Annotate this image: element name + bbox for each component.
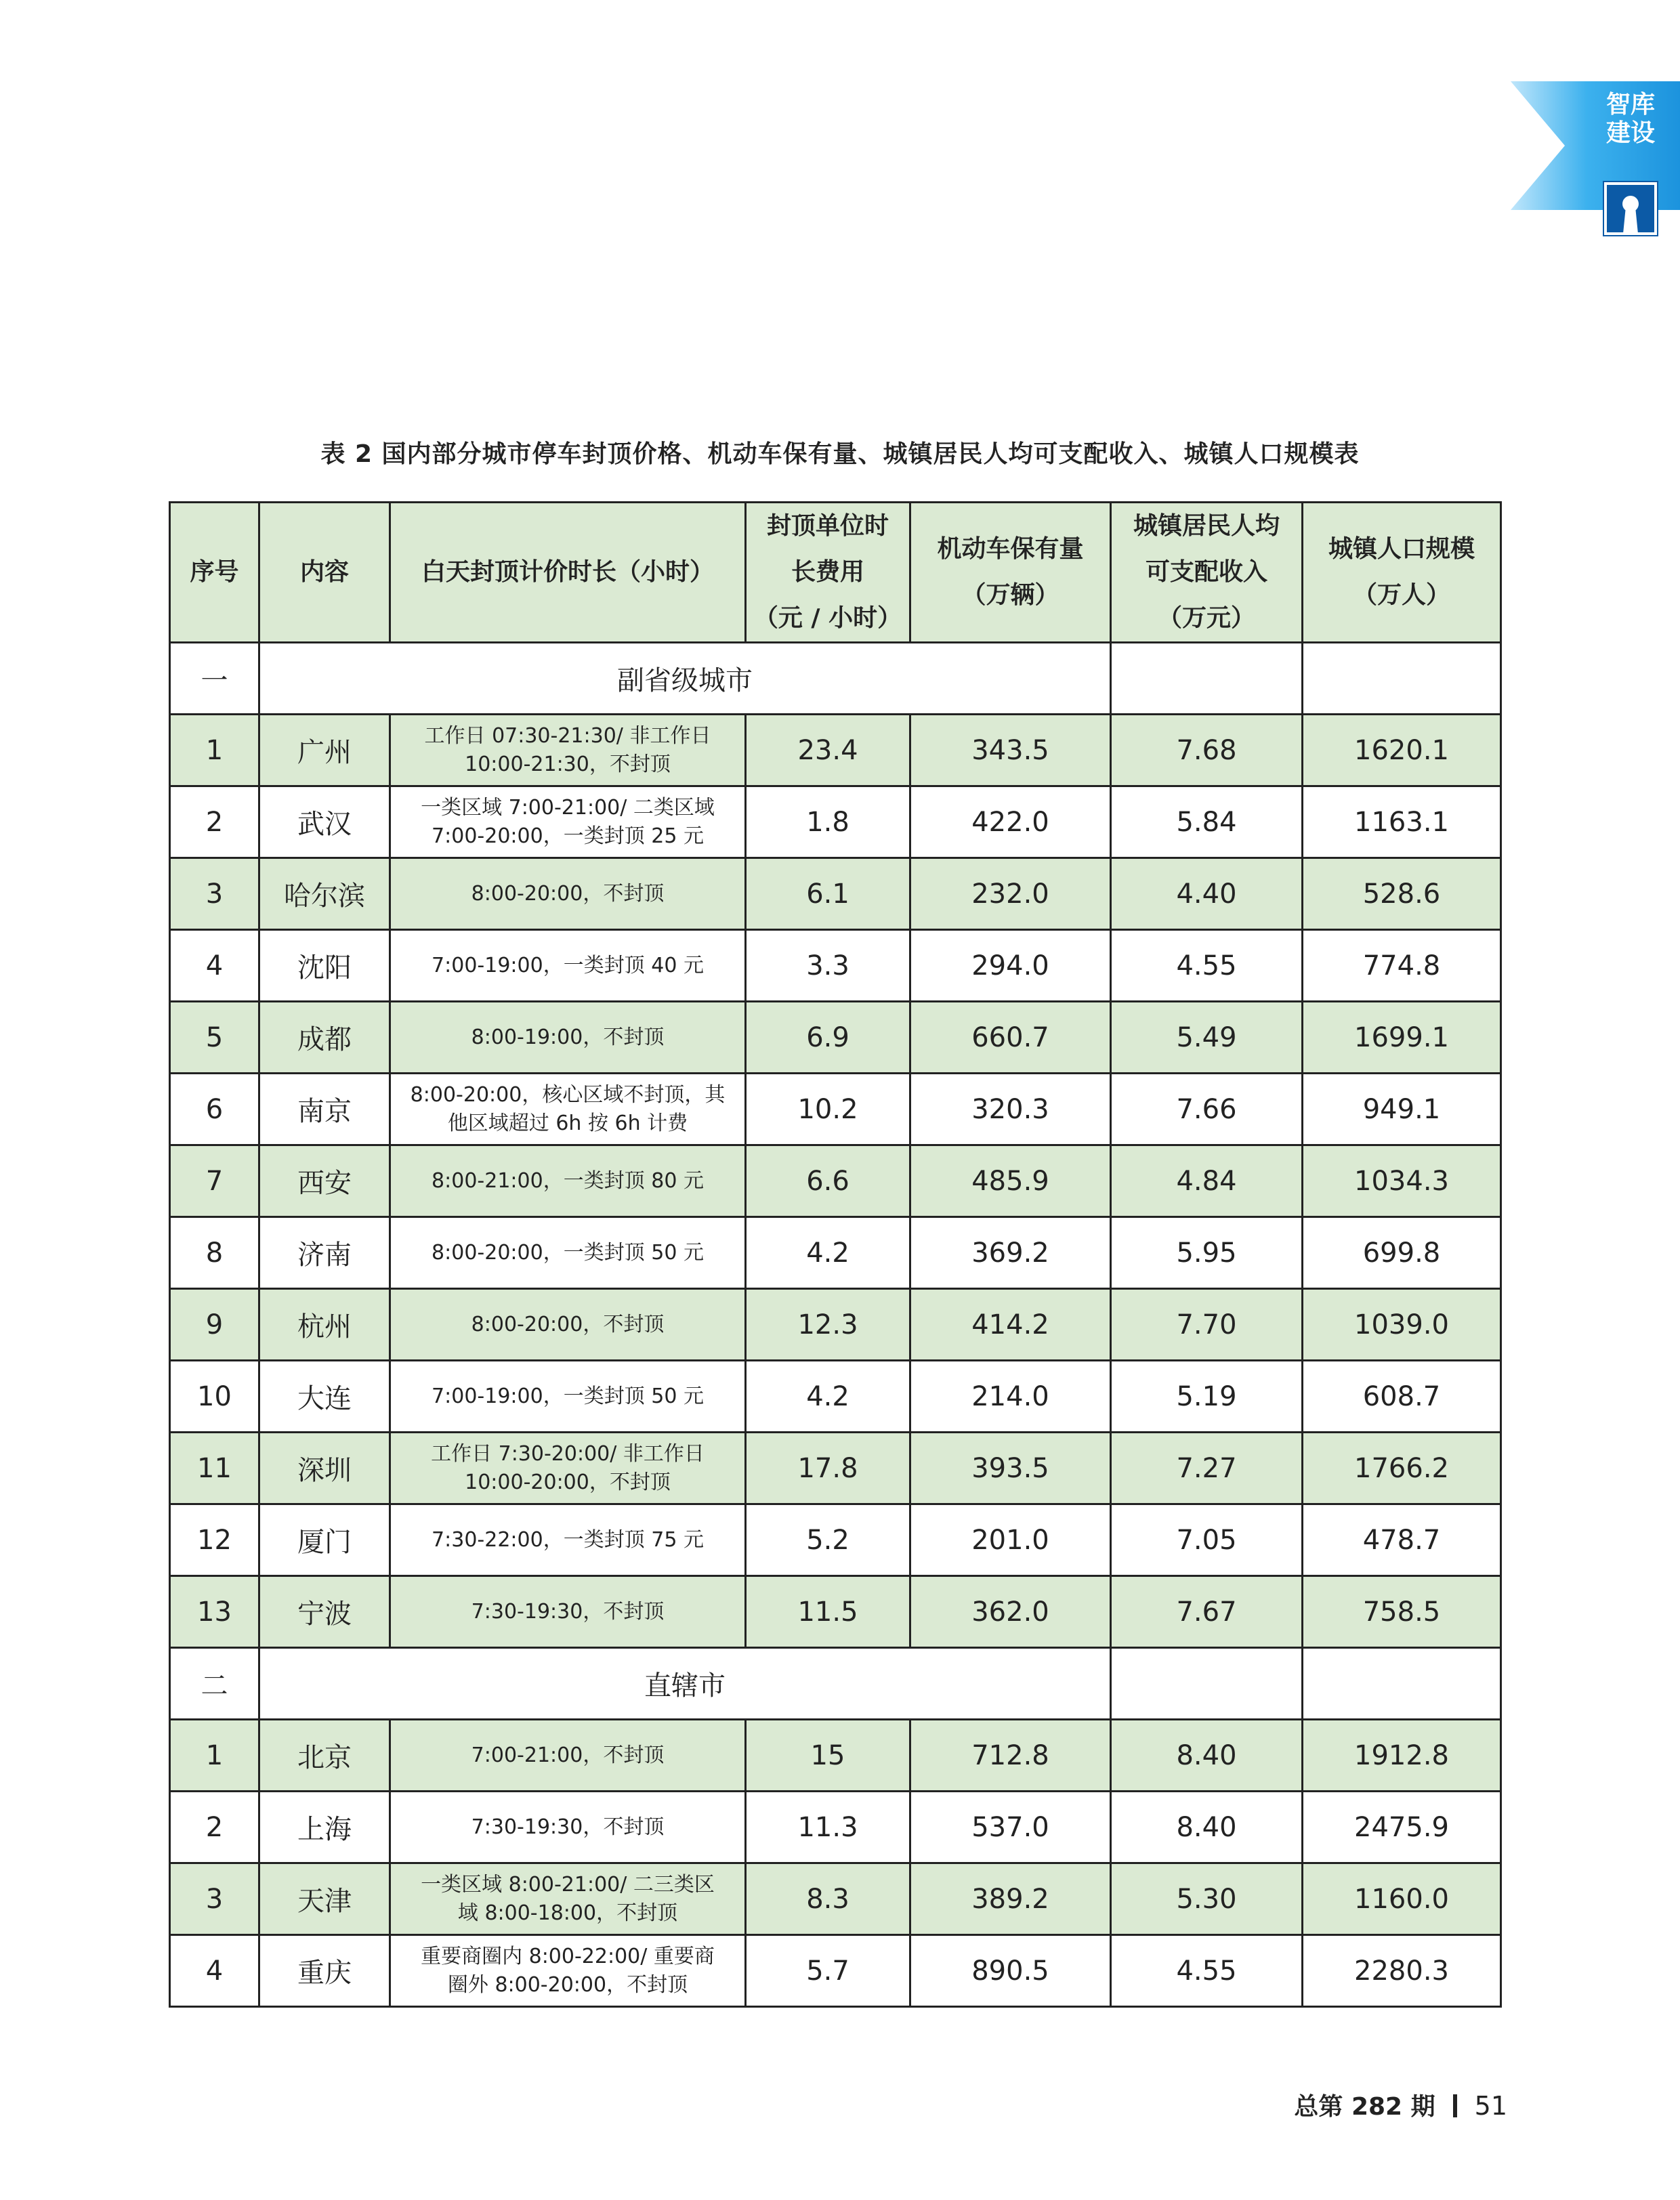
table-row	[170, 1289, 1501, 1361]
cell-rule	[390, 1576, 746, 1648]
badge-line-2: 建设	[1605, 119, 1655, 147]
rule-line: 8:00-20:00，核心区域不封顶，其	[410, 1082, 726, 1107]
table-row	[170, 930, 1501, 1002]
section-title: 直辖市	[259, 1648, 1111, 1720]
cell-vehicles: 389.2	[910, 1863, 1111, 1935]
cell-vehicles: 369.2	[910, 1217, 1111, 1289]
cell-population: 2280.3	[1303, 1935, 1501, 2007]
header-income-line: 城镇居民人均	[1133, 512, 1280, 540]
cell-price: 12.3	[746, 1289, 910, 1361]
rule-line: 一类区域 7:00-21:00/ 二类区域	[421, 795, 715, 820]
table-row	[170, 786, 1501, 858]
cell-seq: 4	[170, 1935, 259, 2007]
cell-population: 1163.1	[1303, 786, 1501, 858]
header-income-line: 可支配收入	[1145, 558, 1267, 586]
cell-rule	[390, 1935, 746, 2007]
cell-rule	[390, 1504, 746, 1576]
cell-rule	[390, 1002, 746, 1074]
rule-line: 8:00-20:00，不封顶	[471, 881, 665, 906]
cell-seq: 10	[170, 1361, 259, 1433]
parking-table	[169, 501, 1502, 2008]
cell-price: 6.6	[746, 1145, 910, 1217]
table-body	[170, 643, 1501, 2007]
cell-city: 哈尔滨	[259, 858, 390, 930]
cell-city: 重庆	[259, 1935, 390, 2007]
keyhole-icon	[1603, 177, 1658, 240]
cell-rule	[390, 715, 746, 786]
cell-price: 11.3	[746, 1792, 910, 1863]
cell-price: 6.1	[746, 858, 910, 930]
cell-seq: 12	[170, 1504, 259, 1576]
cell-income: 7.05	[1111, 1504, 1303, 1576]
cell-city: 沈阳	[259, 930, 390, 1002]
cell-city: 大连	[259, 1361, 390, 1433]
section-empty-cell	[1303, 1648, 1501, 1720]
section-title: 副省级城市	[259, 643, 1111, 715]
table-row	[170, 858, 1501, 930]
cell-vehicles: 214.0	[910, 1361, 1111, 1433]
table-row	[170, 1792, 1501, 1863]
cell-population: 1620.1	[1303, 715, 1501, 786]
cell-price: 5.7	[746, 1935, 910, 2007]
cell-income: 7.70	[1111, 1289, 1303, 1361]
section-row	[170, 1648, 1501, 1720]
cell-population: 528.6	[1303, 858, 1501, 930]
cell-income: 5.95	[1111, 1217, 1303, 1289]
section-empty-cell	[1111, 1648, 1303, 1720]
cell-city: 深圳	[259, 1433, 390, 1504]
rule-line: 10:00-20:00，不封顶	[465, 1470, 671, 1494]
header-vehicles-line: 机动车保有量	[937, 535, 1084, 563]
cell-population: 608.7	[1303, 1361, 1501, 1433]
cell-price: 4.2	[746, 1361, 910, 1433]
cell-seq: 3	[170, 1863, 259, 1935]
table-row	[170, 1361, 1501, 1433]
table-row	[170, 1863, 1501, 1935]
header-price-line: 长费用	[791, 558, 864, 586]
header-vehicles	[910, 503, 1111, 643]
rule-line: 7:30-19:30，不封顶	[471, 1599, 665, 1624]
cell-seq: 1	[170, 715, 259, 786]
cell-vehicles: 393.5	[910, 1433, 1111, 1504]
cell-city: 宁波	[259, 1576, 390, 1648]
cell-vehicles: 890.5	[910, 1935, 1111, 2007]
cell-population: 1912.8	[1303, 1720, 1501, 1792]
cell-income: 4.40	[1111, 858, 1303, 930]
cell-rule	[390, 1289, 746, 1361]
rule-line: 8:00-19:00，不封顶	[471, 1025, 665, 1049]
cell-income: 7.67	[1111, 1576, 1303, 1648]
rule-line: 一类区域 8:00-21:00/ 二三类区	[421, 1872, 715, 1897]
cell-income: 7.66	[1111, 1074, 1303, 1145]
rule-line: 域 8:00-18:00，不封顶	[457, 1901, 678, 1925]
cell-vehicles: 537.0	[910, 1792, 1111, 1863]
cell-rule	[390, 1863, 746, 1935]
header-price-line: 封顶单位时	[766, 512, 889, 540]
rule-line: 7:00-19:00，一类封顶 40 元	[432, 953, 704, 977]
cell-city: 广州	[259, 715, 390, 786]
cell-population: 699.8	[1303, 1217, 1501, 1289]
rule-line: 8:00-21:00，一类封顶 80 元	[432, 1168, 704, 1193]
cell-seq: 5	[170, 1002, 259, 1074]
cell-city: 北京	[259, 1720, 390, 1792]
cell-vehicles: 343.5	[910, 715, 1111, 786]
cell-income: 4.84	[1111, 1145, 1303, 1217]
cell-price: 17.8	[746, 1433, 910, 1504]
cell-income: 5.84	[1111, 786, 1303, 858]
section-row	[170, 643, 1501, 715]
cell-income: 4.55	[1111, 930, 1303, 1002]
cell-city: 武汉	[259, 786, 390, 858]
cell-rule	[390, 786, 746, 858]
cell-city: 西安	[259, 1145, 390, 1217]
cell-income: 7.27	[1111, 1433, 1303, 1504]
rule-line: 他区域超过 6h 按 6h 计费	[447, 1111, 688, 1135]
cell-city: 济南	[259, 1217, 390, 1289]
cell-seq: 7	[170, 1145, 259, 1217]
table-caption: 表 2 国内部分城市停车封顶价格、机动车保有量、城镇居民人均可支配收入、城镇人口规模表	[320, 440, 1360, 468]
cell-vehicles: 422.0	[910, 786, 1111, 858]
header-price	[746, 503, 910, 643]
cell-seq: 2	[170, 1792, 259, 1863]
rule-line: 圈外 8:00-20:00，不封顶	[447, 1972, 688, 1997]
cell-vehicles: 362.0	[910, 1576, 1111, 1648]
cell-city: 成都	[259, 1002, 390, 1074]
cell-population: 1766.2	[1303, 1433, 1501, 1504]
page-number: 51	[1474, 2091, 1507, 2121]
cell-rule	[390, 1361, 746, 1433]
cell-income: 8.40	[1111, 1720, 1303, 1792]
table-row	[170, 1433, 1501, 1504]
rule-line: 重要商圈内 8:00-22:00/ 重要商	[421, 1944, 715, 1968]
cell-income: 4.55	[1111, 1935, 1303, 2007]
header-row	[170, 503, 1501, 643]
cell-city: 南京	[259, 1074, 390, 1145]
cell-vehicles: 485.9	[910, 1145, 1111, 1217]
cell-rule	[390, 1720, 746, 1792]
table-row	[170, 715, 1501, 786]
cell-seq: 6	[170, 1074, 259, 1145]
rule-line: 7:00-19:00，一类封顶 50 元	[432, 1384, 704, 1408]
rule-line: 10:00-21:30，不封顶	[465, 752, 671, 776]
header-duration: 白天封顶计价时长（小时）	[390, 503, 746, 643]
header-income-line: （万元）	[1157, 604, 1255, 632]
header-income	[1111, 503, 1303, 643]
section-number: 一	[170, 643, 259, 715]
table-row	[170, 1074, 1501, 1145]
cell-price: 4.2	[746, 1217, 910, 1289]
header-population-line: （万人）	[1352, 581, 1450, 609]
cell-vehicles: 232.0	[910, 858, 1111, 930]
cell-seq: 1	[170, 1720, 259, 1792]
table-row	[170, 1217, 1501, 1289]
header-price-line: （元 / 小时）	[753, 604, 902, 632]
cell-population: 1699.1	[1303, 1002, 1501, 1074]
cell-price: 8.3	[746, 1863, 910, 1935]
table-row	[170, 1935, 1501, 2007]
cell-rule	[390, 1217, 746, 1289]
cell-income: 5.30	[1111, 1863, 1303, 1935]
cell-vehicles: 294.0	[910, 930, 1111, 1002]
cell-income: 8.40	[1111, 1792, 1303, 1863]
cell-city: 天津	[259, 1863, 390, 1935]
cell-income: 5.19	[1111, 1361, 1303, 1433]
rule-line: 工作日 7:30-20:00/ 非工作日	[431, 1441, 705, 1466]
cell-seq: 9	[170, 1289, 259, 1361]
rule-line: 工作日 07:30-21:30/ 非工作日	[424, 723, 711, 748]
cell-city: 厦门	[259, 1504, 390, 1576]
cell-price: 11.5	[746, 1576, 910, 1648]
cell-seq: 13	[170, 1576, 259, 1648]
cell-seq: 2	[170, 786, 259, 858]
cell-population: 478.7	[1303, 1504, 1501, 1576]
cell-rule	[390, 1145, 746, 1217]
cell-vehicles: 712.8	[910, 1720, 1111, 1792]
badge-line-1: 智库	[1605, 91, 1655, 119]
rule-line: 7:00-20:00，一类封顶 25 元	[432, 824, 704, 848]
table-row	[170, 1002, 1501, 1074]
cell-price: 3.3	[746, 930, 910, 1002]
badge-title	[1600, 91, 1661, 148]
header-vehicles-line: （万辆）	[961, 581, 1059, 609]
cell-population: 1034.3	[1303, 1145, 1501, 1217]
rule-line: 8:00-20:00，不封顶	[471, 1312, 665, 1336]
cell-population: 1160.0	[1303, 1863, 1501, 1935]
cell-rule	[390, 930, 746, 1002]
rule-line: 7:30-22:00，一类封顶 75 元	[432, 1527, 704, 1552]
rule-line: 7:00-21:00，不封顶	[471, 1743, 665, 1767]
section-number: 二	[170, 1648, 259, 1720]
cell-price: 15	[746, 1720, 910, 1792]
cell-vehicles: 660.7	[910, 1002, 1111, 1074]
cell-price: 23.4	[746, 715, 910, 786]
table-row	[170, 1576, 1501, 1648]
cell-seq: 3	[170, 858, 259, 930]
header-seq: 序号	[170, 503, 259, 643]
cell-vehicles: 320.3	[910, 1074, 1111, 1145]
cell-seq: 8	[170, 1217, 259, 1289]
cell-population: 758.5	[1303, 1576, 1501, 1648]
cell-rule	[390, 1433, 746, 1504]
header-content: 内容	[259, 503, 390, 643]
cell-population: 949.1	[1303, 1074, 1501, 1145]
section-empty-cell	[1303, 643, 1501, 715]
issue-number: 总第 282 期	[1294, 2093, 1435, 2121]
table-row	[170, 1504, 1501, 1576]
cell-population: 2475.9	[1303, 1792, 1501, 1863]
rule-line: 8:00-20:00，一类封顶 50 元	[432, 1240, 704, 1265]
section-empty-cell	[1111, 643, 1303, 715]
cell-rule	[390, 1792, 746, 1863]
cell-price: 6.9	[746, 1002, 910, 1074]
table-row	[170, 1720, 1501, 1792]
cell-price: 1.8	[746, 786, 910, 858]
header-population	[1303, 503, 1501, 643]
table-row	[170, 1145, 1501, 1217]
cell-population: 774.8	[1303, 930, 1501, 1002]
cell-vehicles: 414.2	[910, 1289, 1111, 1361]
page-footer	[1294, 2088, 1507, 2122]
cell-rule	[390, 858, 746, 930]
cell-vehicles: 201.0	[910, 1504, 1111, 1576]
footer-divider	[1453, 2094, 1457, 2117]
header-population-line: 城镇人口规模	[1328, 535, 1475, 563]
cell-income: 5.49	[1111, 1002, 1303, 1074]
cell-rule	[390, 1074, 746, 1145]
cell-city: 上海	[259, 1792, 390, 1863]
cell-price: 5.2	[746, 1504, 910, 1576]
cell-population: 1039.0	[1303, 1289, 1501, 1361]
cell-seq: 11	[170, 1433, 259, 1504]
cell-seq: 4	[170, 930, 259, 1002]
cell-price: 10.2	[746, 1074, 910, 1145]
cell-city: 杭州	[259, 1289, 390, 1361]
rule-line: 7:30-19:30，不封顶	[471, 1815, 665, 1839]
cell-income: 7.68	[1111, 715, 1303, 786]
